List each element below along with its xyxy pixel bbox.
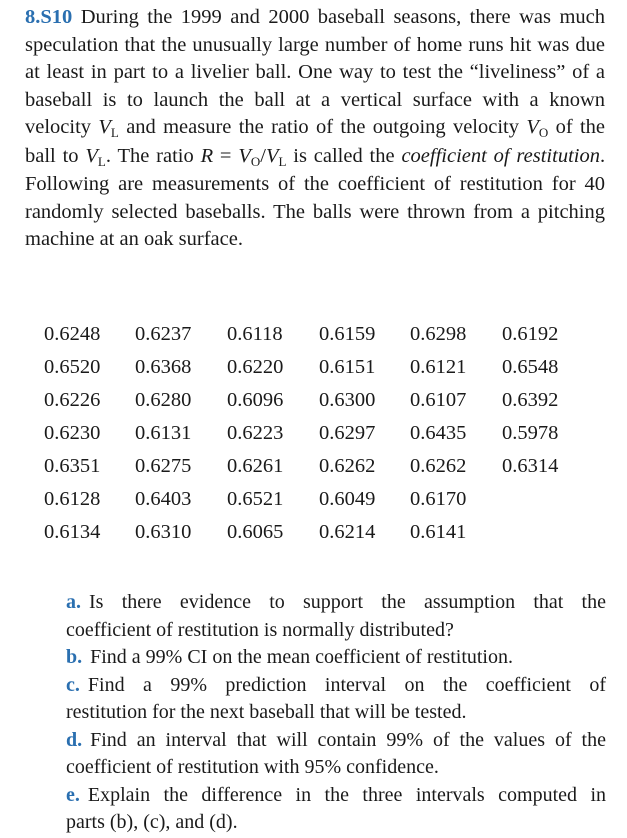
data-row: [44, 318, 572, 351]
data-cell: 0.6223: [227, 422, 284, 444]
data-cell: [502, 516, 572, 549]
data-cell: 0.6192: [502, 323, 559, 345]
coefficient-term: coefficient of restitution: [401, 144, 600, 167]
question-label: d.: [66, 728, 83, 751]
question-list: [66, 589, 606, 837]
velocity-vl-2: VL: [85, 144, 106, 169]
question-label: a.: [66, 591, 81, 613]
ratio-denominator: VL: [265, 144, 287, 169]
data-cell: 0.6261: [227, 455, 284, 477]
problem-number: 8.S10: [25, 6, 73, 28]
data-cell: 0.6351: [44, 455, 101, 477]
data-row: [44, 450, 572, 483]
problem-statement: [25, 4, 605, 254]
data-cell: 0.6159: [319, 323, 376, 345]
ratio-slash: /: [260, 144, 266, 167]
data-cell: [502, 483, 572, 516]
question-b: b. Find a 99% CI on the mean coefficient of restitution.: [66, 646, 513, 668]
data-cell: 0.6314: [502, 455, 559, 477]
data-cell: 0.6096: [227, 389, 284, 411]
velocity-vo: VO: [526, 116, 549, 140]
data-table: [44, 318, 572, 549]
problem-text-6: . Following are measurements of the coefficient of restitution for 40 randomly selected baseballs. The balls were thrown from a pitching machine at an oak surface.: [25, 144, 606, 250]
data-cell: 0.6118: [227, 323, 283, 345]
data-cell: 0.6220: [227, 356, 284, 378]
data-row: [44, 516, 572, 549]
data-cell: 0.6300: [319, 389, 376, 411]
problem-text-4: . The ratio: [105, 144, 194, 167]
data-cell: 0.6230: [44, 422, 101, 444]
problem-text-1: During the 1999 and 2000 baseball seasons, there was much speculation that the unusually large number of home runs hit was due at least in part to a livelier ball. One way to test the “liveliness” of a baseball is to launch the ball at a vertical surface with a known velocity: [25, 6, 605, 138]
data-cell: 0.6131: [135, 422, 192, 444]
data-cell: 0.6262: [319, 455, 376, 477]
problem-text-2: and measure the ratio of the outgoing velocity: [126, 116, 519, 138]
problem-text-5: is called the: [293, 144, 395, 167]
data-cell: 0.6141: [410, 521, 467, 543]
data-cell: 0.6275: [135, 455, 192, 477]
data-cell: 0.6280: [135, 389, 192, 411]
data-cell: 0.6151: [319, 356, 376, 378]
question-e: e. Explain the difference in the three intervals computed in parts (b), (c), and (d).: [66, 783, 606, 833]
data-cell: 0.5978: [502, 422, 559, 444]
data-cell: 0.6049: [319, 488, 376, 510]
data-cell: 0.6065: [227, 521, 284, 543]
data-row: [44, 351, 572, 384]
data-cell: 0.6403: [135, 488, 192, 510]
question-label: b.: [66, 646, 83, 668]
velocity-vl: VL: [98, 116, 119, 140]
data-cell: 0.6520: [44, 356, 101, 378]
question-label: e.: [66, 783, 80, 806]
data-cell: 0.6107: [410, 389, 467, 411]
data-row: [44, 384, 572, 417]
data-cell: 0.6392: [502, 389, 559, 411]
problem-text-3: of the ball to: [25, 116, 606, 167]
data-cell: 0.6521: [227, 488, 284, 510]
data-row: [44, 483, 572, 516]
ratio-numerator: VO: [238, 144, 261, 169]
question-c: c. Find a 99% prediction interval on the coefficient of restitution for the next baseball that will be tested.: [66, 673, 606, 723]
question-a: a. Is there evidence to support the assumption that the coefficient of restitution is normally distributed?: [66, 591, 606, 641]
data-cell: 0.6310: [135, 521, 192, 543]
data-cell: 0.6297: [319, 422, 376, 444]
data-cell: 0.6134: [44, 521, 101, 543]
data-cell: 0.6226: [44, 389, 101, 411]
question-label: c.: [66, 673, 80, 696]
data-cell: 0.6368: [135, 356, 192, 378]
data-cell: 0.6128: [44, 488, 101, 510]
data-cell: 0.6237: [135, 323, 192, 345]
data-cell: 0.6262: [410, 455, 467, 477]
data-cell: 0.6248: [44, 323, 101, 345]
data-row: [44, 417, 572, 450]
data-cell: 0.6121: [410, 356, 467, 378]
ratio-r: R: [200, 144, 214, 167]
data-cell: 0.6548: [502, 356, 559, 378]
question-d: d. Find an interval that will contain 99% of the values of the coefficient of restitution with 95% confidence.: [66, 728, 606, 778]
data-cell: 0.6170: [410, 488, 467, 510]
data-cell: 0.6435: [410, 422, 467, 444]
equals-sign: =: [213, 144, 239, 167]
data-cell: 0.6298: [410, 323, 467, 345]
data-cell: 0.6214: [319, 521, 376, 543]
